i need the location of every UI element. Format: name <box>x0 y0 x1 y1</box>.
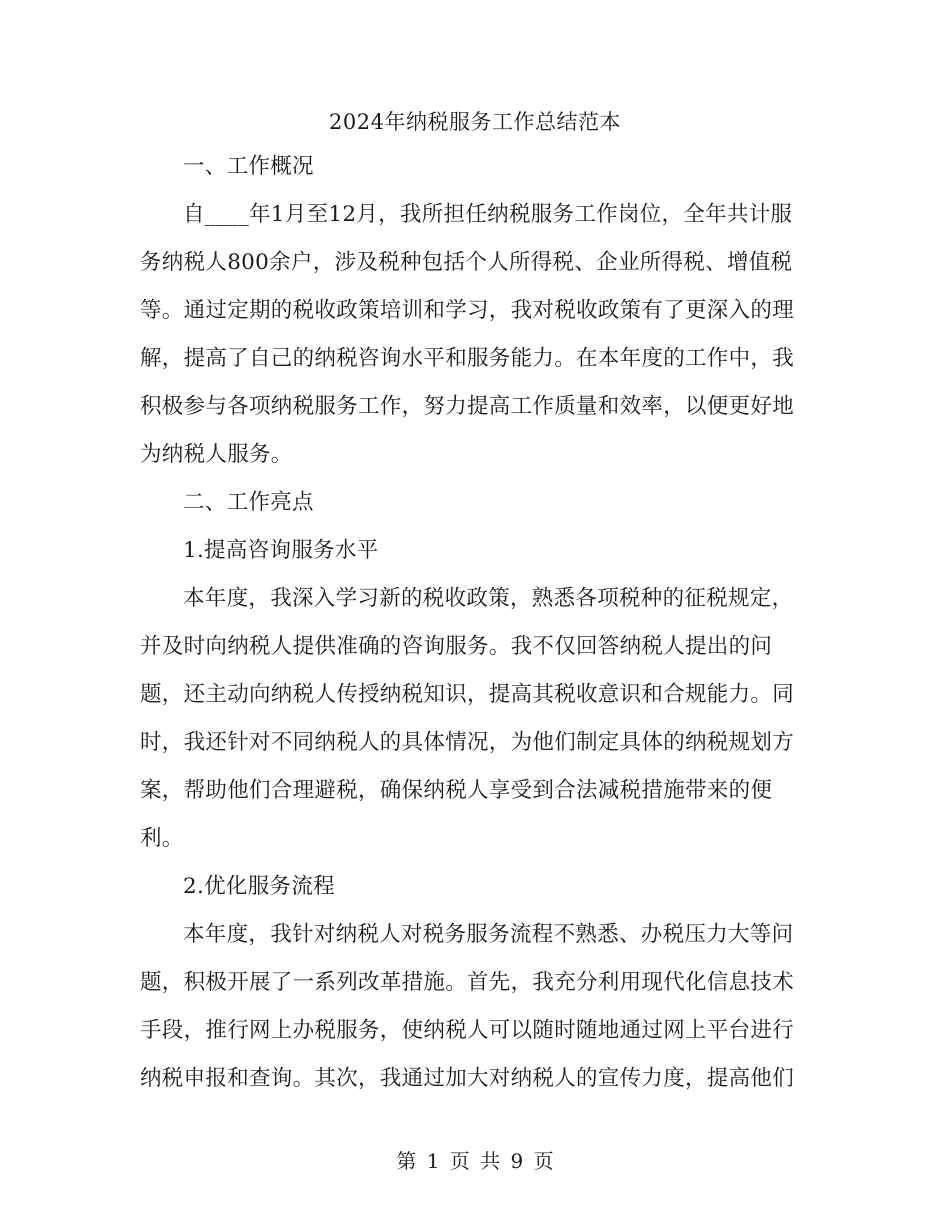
subheading-process: 2.优化服务流程 <box>183 874 335 899</box>
subheading-consulting: 1.提高咨询服务水平 <box>183 538 379 563</box>
document-title: 2024年纳税服务工作总结范本 <box>329 110 621 134</box>
page-footer: 第 1 页 共 9 页 <box>396 1149 554 1173</box>
section-heading-highlights: 二、工作亮点 <box>183 490 314 515</box>
section-heading-overview: 一、工作概况 <box>183 154 314 179</box>
document-body <box>140 143 810 1103</box>
paragraph-process: 本年度，我针对纳税人对税务服务流程不熟悉、办税压力大等问题，积极开展了一系列改革措施。首先，我充分利用现代化信息技术手段，推行网上办税服务，使纳税人可以随时随地通过网上平台进行纳税申报和查询。其次，我通过加大对纳税人的宣传力度，提高他们 <box>140 922 795 1091</box>
paragraph-consulting: 本年度，我深入学习新的税收政策，熟悉各项税种的征税规定，并及时向纳税人提供准确的咨询服务。我不仅回答纳税人提出的问题，还主动向纳税人传授纳税知识，提高其税收意识和合规能力。同时，我还针对不同纳税人的具体情况，为他们制定具体的纳税规划方案，帮助他们合理避税，确保纳税人享受到合法减税措施带来的便利。 <box>140 586 795 851</box>
paragraph-overview: 自____年1月至12月，我所担任纳税服务工作岗位，全年共计服务纳税人800余户，涉及税种包括个人所得税、企业所得税、增值税等。通过定期的税收政策培训和学习，我对税收政策有了更深入的理解，提高了自己的纳税咨询水平和服务能力。在本年度的工作中，我积极参与各项纳税服务工作，努力提高工作质量和效率，以便更好地为纳税人服务。 <box>140 202 795 467</box>
